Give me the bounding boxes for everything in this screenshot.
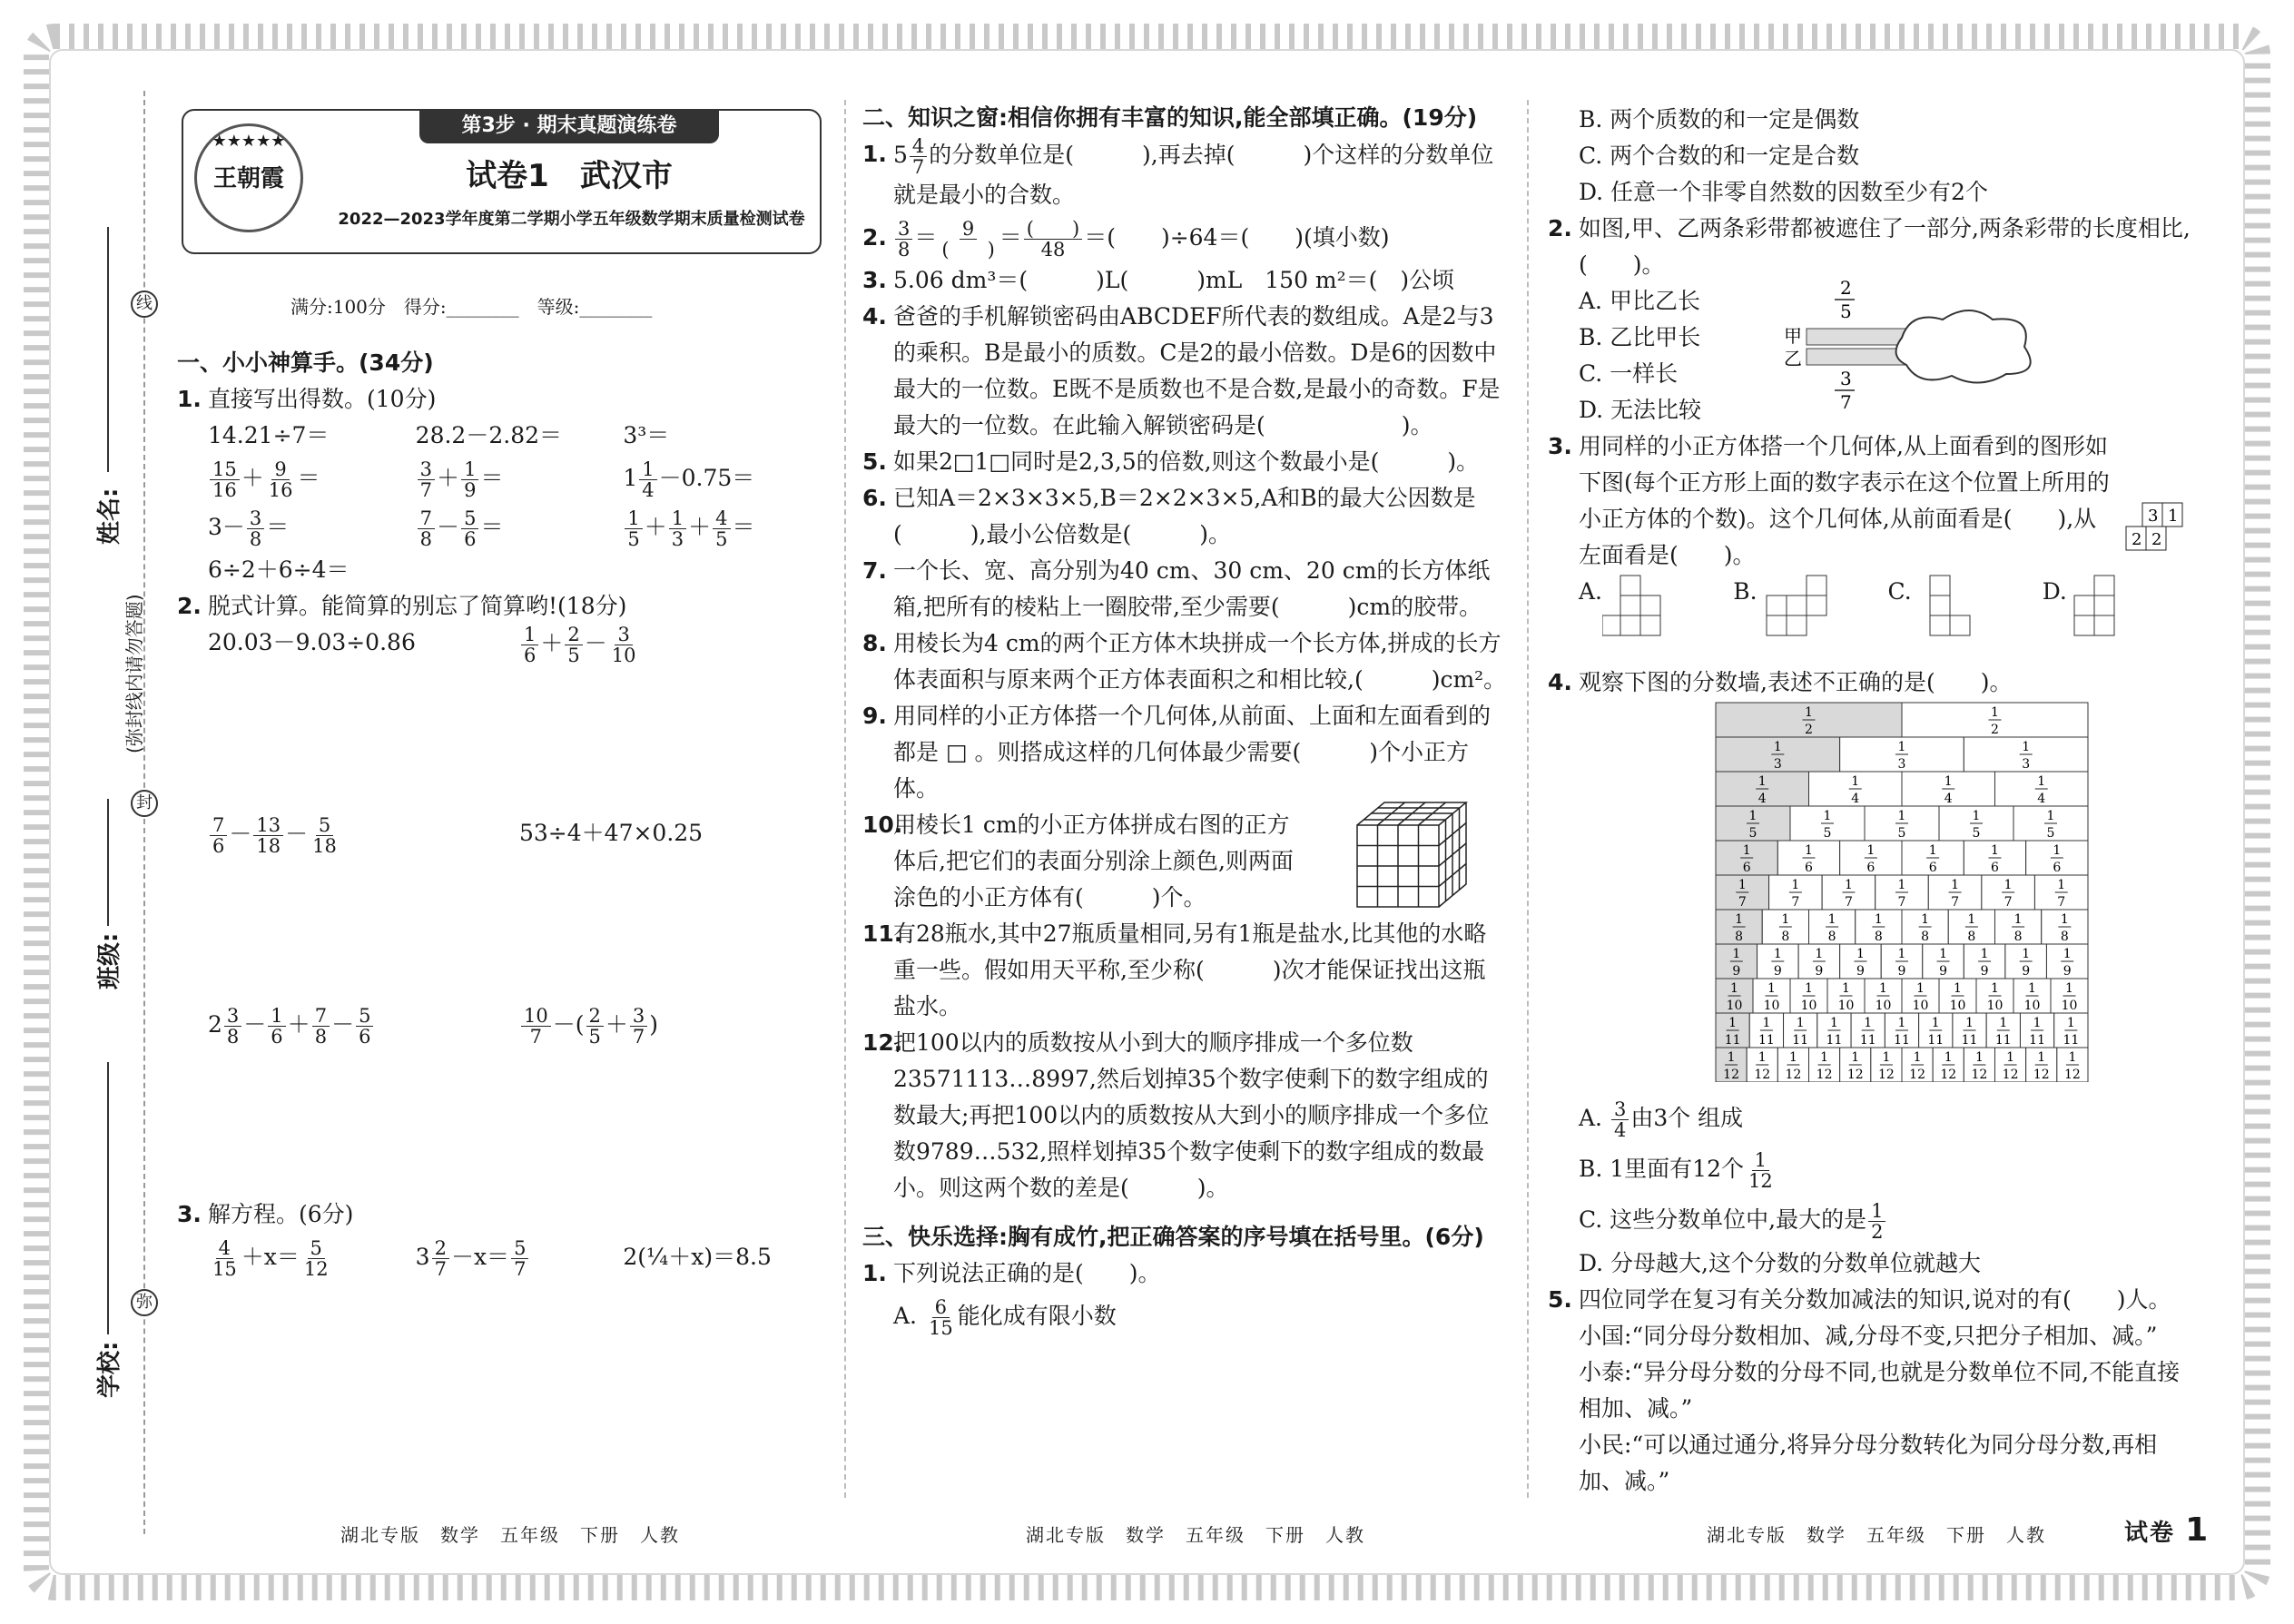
page-label	[2124, 1511, 2210, 1549]
wall-num: 1	[1974, 1050, 1984, 1065]
s3-q1-d: D. 任意一个非零自然数的因数至少有2个	[1579, 179, 1988, 205]
view-c-icon	[1912, 574, 1984, 646]
s2-q11: 11. 有28瓶水,其中27瓶质量相同,另有1瓶是盐水,比其他的水略重一些。假如用天平称,至少称( )次才能保证找出这瓶盐水。	[862, 916, 1507, 1025]
wall-num: 1	[1757, 774, 1767, 789]
wall-num: 1	[1944, 1050, 1953, 1065]
wall-den: 11	[1724, 1033, 1741, 1048]
wall-den: 4	[2037, 792, 2046, 806]
wall-den: 8	[1921, 930, 1930, 944]
wall-den: 12	[2002, 1068, 2019, 1082]
wall-den: 8	[1735, 930, 1744, 944]
s2-q9-text: 用同样的小正方体搭一个几何体,从前面、上面和左面看到的都是 □ 。则搭成这样的几何体最少需要( )个小正方体。	[893, 703, 1491, 802]
wall-num: 1	[1954, 981, 1962, 996]
wall-den: 2	[1991, 723, 1999, 737]
s2-q12: 12. 把100以内的质数按从小到大的顺序排成一个多位数23571113…8997,然后划掉35个数字使剩下的数字组成的数最大;再把100以内的质数按从大到小的顺序排成一个多位数9789…532,照样划掉35个数字使剩下的数字组成的数最小。则这两个数的差是( )。	[862, 1025, 1507, 1206]
wall-num: 1	[1965, 1016, 1974, 1030]
wall-den: 12	[1846, 1068, 1864, 1082]
wall-num: 1	[1851, 1050, 1860, 1065]
wall-den: 12	[1816, 1068, 1833, 1082]
wall-den: 12	[2033, 1068, 2050, 1082]
wall-num: 1	[2066, 1016, 2075, 1030]
wall-den: 10	[1800, 999, 1817, 1013]
equation: 2(¼＋x)＝8.5	[623, 1244, 772, 1270]
section-1-title: 一、小小神算手。(34分)	[177, 349, 434, 376]
wall-num: 1	[1829, 1016, 1838, 1030]
section-1	[177, 345, 831, 1282]
wall-num: 1	[1921, 912, 1930, 927]
wall-den: 5	[2046, 826, 2055, 841]
wall-num: 1	[1732, 947, 1741, 961]
wall-den: 9	[2063, 964, 2072, 979]
calc-item: 6÷2＋6÷4＝	[208, 556, 350, 583]
wall-den: 9	[1773, 964, 1782, 979]
wall-den: 3	[1897, 757, 1906, 772]
s1-q2-text: 脱式计算。能简算的别忘了简算哟!(18分)	[208, 593, 627, 619]
wall-den: 6	[2053, 861, 2062, 875]
wall-den: 8	[1967, 930, 1976, 944]
svg-text:3: 3	[2148, 507, 2159, 526]
score-line: 满分:100分 得分:________ 等级:________	[290, 296, 653, 318]
wall-num: 1	[1815, 947, 1824, 961]
wall-num: 1	[2065, 981, 2073, 996]
wall-num: 1	[2057, 878, 2066, 892]
s1-q2: 2. 脱式计算。能简算的别忘了简算哟!(18分)	[177, 588, 831, 625]
wall-den: 5	[1748, 826, 1757, 841]
s2-q5-text: 如果2□1□同时是2,3,5的倍数,则这个数最小是( )。	[893, 448, 1480, 475]
s3-q2-text: 如图,甲、乙两条彩带都被遮住了一部分,两条彩带的长度相比,( )。	[1579, 215, 2191, 278]
wall-den: 8	[1827, 930, 1836, 944]
wall-num: 1	[1944, 774, 1953, 789]
wall-den: 11	[1826, 1033, 1843, 1048]
wall-den: 10	[1912, 999, 1929, 1013]
wall-num: 1	[1788, 1050, 1797, 1065]
wall-num: 1	[2006, 1050, 2015, 1065]
wall-den: 7	[2057, 895, 2066, 910]
footer-middle: 湖北专版 数学 五年级 下册 人教	[1026, 1524, 1365, 1546]
svg-text:3: 3	[1840, 368, 1852, 389]
s1-q1-row1	[177, 418, 831, 454]
wall-num: 1	[1928, 843, 1937, 858]
s2-q8-text: 用棱长为4 cm的两个正方体木块拼成一个长方体,拼成的长方体表面积与原来两个正方体表面积之和相比较,( )cm²。	[893, 630, 1507, 693]
wall-den: 10	[1949, 999, 1966, 1013]
s1-q1-row3	[177, 503, 831, 552]
step-banner: 第3步 · 期末真题演练卷	[419, 109, 719, 143]
wall-num: 1	[1897, 947, 1906, 961]
s2-q10: 10. 用棱长1 cm的小正方体拼成右图的正方体后,把它们的表面分别涂上颜色,则两面涂色的小正方体有( )个。	[862, 807, 1507, 916]
wall-den: 9	[1897, 964, 1906, 979]
wall-num: 1	[1864, 1016, 1873, 1030]
ribbon-figure	[1784, 274, 2074, 410]
wall-num: 1	[2037, 774, 2046, 789]
wall-num: 1	[1882, 1050, 1891, 1065]
calc-item: $\frac{10}{7}$ －( $\frac{2}{5}$ ＋ $\frac{3}{7}$ )	[519, 1006, 831, 1196]
cube-figure	[1353, 798, 1471, 916]
wall-den: 9	[1980, 964, 1989, 979]
wall-den: 6	[1742, 861, 1751, 875]
s2-q11-text: 有28瓶水,其中27瓶质量相同,另有1瓶是盐水,比其他的水略重一些。假如用天平称,至少称( )次才能保证找出这瓶盐水。	[893, 920, 1487, 1019]
wall-den: 8	[2013, 930, 2023, 944]
wall-den: 11	[1792, 1033, 1809, 1048]
wall-num: 1	[1967, 912, 1976, 927]
wall-num: 1	[1748, 809, 1757, 823]
wall-num: 1	[1820, 1050, 1829, 1065]
option: D. 无法比较	[1579, 397, 1702, 423]
paper-title: 试卷1 武汉市	[466, 158, 673, 194]
section-2-title: 二、知识之窗:相信你拥有丰富的知识,能全部填正确。(19分)	[862, 104, 1478, 131]
wall-num: 1	[1767, 981, 1776, 996]
s2-q1: 1. 5 $\frac{4}{7}$ 的分数单位是( ),再去掉( )个这样的分数单位就是最小的合数。	[862, 135, 1494, 208]
seal-line: 线	[131, 290, 158, 318]
wall-den: 6	[1805, 861, 1813, 875]
s2-q9: 9. 用同样的小正方体搭一个几何体,从前面、上面和左面看到的都是 □ 。则搭成这样的几何体最少需要( )个小正方体。	[862, 698, 1507, 807]
wall-num: 1	[1791, 878, 1800, 892]
wall-den: 11	[1757, 1033, 1775, 1048]
logo-stars: ★★★★★	[212, 132, 286, 151]
wall-num: 1	[1897, 878, 1906, 892]
wall-num: 1	[1991, 981, 1999, 996]
s3-q4: 4. 观察下图的分数墙,表述不正确的是( )。	[1548, 664, 2197, 701]
option: C. 一样长	[1579, 360, 1679, 387]
svg-text:2: 2	[2151, 530, 2162, 549]
footer-left: 湖北专版 数学 五年级 下册 人教	[340, 1524, 680, 1546]
s3-q2-options	[1548, 277, 2197, 428]
s3-q5: 5. 四位同学在复习有关分数加减法的知识,说对的有( )人。	[1548, 1282, 2197, 1318]
view-b-icon	[1757, 574, 1830, 646]
wall-den: 10	[1875, 999, 1892, 1013]
option-label: C.	[1887, 578, 1912, 605]
equation: 3 $\frac{2}{7}$ －x＝ $\frac{5}{7}$	[416, 1233, 624, 1282]
s3-q5-line3: 小民:“可以通过通分,将异分母分数转化为同分母分数,再相加、减。”	[1579, 1432, 2158, 1494]
wall-num: 1	[1805, 843, 1813, 858]
wall-den: 5	[1897, 826, 1906, 841]
option: B. 乙比甲长	[1579, 324, 1701, 350]
wall-num: 1	[1874, 912, 1883, 927]
s2-q1-text: 的分数单位是( ),再去掉( )个这样的分数单位就是最小的合数。	[893, 142, 1494, 208]
paper-header	[182, 109, 822, 254]
wall-den: 5	[1823, 826, 1832, 841]
s3-q1-a: A. $\frac{6}{15}$ 能化成有限小数	[893, 1296, 1117, 1339]
s3-q4-c-text: C. 这些分数单位中,最大的是	[1579, 1206, 1867, 1233]
wall-den: 9	[1732, 964, 1741, 979]
wall-den: 11	[1894, 1033, 1910, 1048]
equation: $\frac{4}{15}$ ＋x＝ $\frac{5}{12}$	[212, 1237, 329, 1280]
s1-q3: 3. 解方程。(6分)	[177, 1196, 831, 1233]
s3-q4-text: 观察下图的分数墙,表述不正确的是( )。	[1579, 669, 2013, 695]
wall-den: 11	[1927, 1033, 1944, 1048]
calc-item: $\frac{15}{16}$ ＋ $\frac{9}{16}$ ＝	[208, 454, 416, 503]
logo	[194, 123, 303, 232]
wall-den: 10	[2061, 999, 2078, 1013]
wall-den: 9	[1815, 964, 1824, 979]
wall-num: 1	[1972, 809, 1981, 823]
option-a	[1579, 574, 1733, 664]
wall-den: 11	[1859, 1033, 1876, 1048]
s3-q4-c: C. 这些分数单位中,最大的是 $\frac{1}{2}$	[1548, 1195, 2197, 1245]
option-label: B.	[1733, 578, 1757, 605]
s2-q8: 8. 用棱长为4 cm的两个正方体木块拼成一个长方体,拼成的长方体表面积与原来两个正方体表面积之和相比较,( )cm²。	[862, 625, 1507, 698]
wall-num: 1	[1980, 947, 1989, 961]
wall-num: 1	[1738, 878, 1747, 892]
option-label: D.	[2042, 578, 2067, 605]
section-2	[862, 100, 1507, 1341]
svg-text:甲: 甲	[1784, 325, 1802, 347]
s2-q5: 5. 如果2□1□同时是2,3,5的倍数,则这个数最小是( )。	[862, 444, 1507, 480]
calc-item: $\frac{7}{6}$ － $\frac{13}{18}$ － $\frac{5}{18}$	[208, 815, 519, 1006]
s2-q2: 2. $\frac{3}{8}$ ＝ $\frac{9}{( )}$ ＝ $\frac{( )}{48}$ ＝( )÷64＝( )(填小数)	[862, 218, 1390, 261]
logo-text: 王朝霞	[212, 165, 284, 192]
calc-item: $\frac{3}{7}$ ＋ $\frac{1}{9}$ ＝	[416, 454, 624, 503]
wall-den: 5	[1972, 826, 1981, 841]
wall-num: 1	[1866, 843, 1876, 858]
calc-item: 1 $\frac{1}{4}$ －0.75＝	[623, 458, 755, 501]
calc-item: 53÷4＋47×0.25	[519, 820, 704, 846]
wall-den: 3	[2022, 757, 2031, 772]
s2-q4: 4. 爸爸的手机解锁密码由ABCDEF所代表的数组成。A是2与3的乘积。B是最小的质数。C是2的最小倍数。D是6的因数中最大的一位数。E既不是质数也不是合数,是最小的奇数。F是最大的一位数。在此输入解锁密码是( )。	[862, 299, 1507, 444]
s3-q4-a: A. $\frac{3}{4}$ 由3个 组成	[1579, 1098, 1744, 1141]
wall-num: 1	[1991, 705, 1999, 720]
wall-num: 1	[1931, 1016, 1940, 1030]
section-3-cont	[1548, 102, 2197, 1500]
wall-num: 1	[1727, 1050, 1736, 1065]
wall-num: 1	[2013, 912, 2023, 927]
wall-num: 1	[1805, 981, 1813, 996]
wall-num: 1	[2028, 981, 2036, 996]
wall-den: 10	[2023, 999, 2041, 1013]
wall-num: 1	[1939, 947, 1948, 961]
wall-den: 12	[1754, 1068, 1771, 1082]
wall-num: 1	[2037, 1050, 2046, 1065]
wall-den: 8	[1874, 930, 1883, 944]
paper-subtitle: 2022—2023学年度第二学期小学五年级数学期末质量检测试卷	[338, 210, 805, 229]
wall-num: 1	[2004, 878, 2013, 892]
wall-den: 7	[1844, 895, 1853, 910]
s2-q10-text: 用棱长1 cm的小正方体拼成右图的正方体后,把它们的表面分别涂上颜色,则两面涂色的小正方体有( )个。	[893, 812, 1294, 910]
svg-text:1: 1	[2168, 507, 2179, 526]
wall-den: 12	[2064, 1068, 2081, 1082]
wall-den: 7	[1897, 895, 1906, 910]
wall-den: 9	[1939, 964, 1948, 979]
seal-mi: 弥	[131, 1289, 158, 1316]
wall-den: 11	[1994, 1033, 2012, 1048]
wall-num: 1	[2033, 1016, 2042, 1030]
s2-q6: 6. 已知A＝2×3×3×5,B＝2×2×3×5,A和B的最大公因数是( ),最小公倍数是( )。	[862, 480, 1507, 553]
s1-q3-text: 解方程。(6分)	[208, 1201, 354, 1227]
calc-item: 3³＝	[623, 422, 670, 448]
s3-q1-text: 下列说法正确的是( )。	[893, 1260, 1161, 1286]
wall-num: 1	[1742, 843, 1751, 858]
seal-feng: 封	[131, 790, 158, 817]
wall-den: 9	[2022, 964, 2031, 979]
wall-num: 1	[1897, 809, 1906, 823]
s2-q4-text: 爸爸的手机解锁密码由ABCDEF所代表的数组成。A是2与3的乘积。B是最小的质数。C是2的最小倍数。D是6的因数中最大的一位数。E既不是质数也不是合数,是最小的奇数。F是最大的一位数。在此输入解锁密码是( )。	[893, 303, 1501, 438]
s3-q1-a-text: 能化成有限小数	[957, 1303, 1117, 1329]
s1-q2-row3	[177, 1006, 831, 1196]
wall-den: 11	[2029, 1033, 2046, 1048]
wall-num: 1	[1773, 740, 1782, 754]
s3-q5-text: 四位同学在复习有关分数加减法的知识,说对的有( )人。	[1579, 1286, 2171, 1313]
calc-item: 14.21÷7＝	[208, 422, 330, 448]
wall-num: 1	[1999, 1016, 2008, 1030]
wall-den: 10	[1763, 999, 1780, 1013]
wall-den: 12	[1909, 1068, 1925, 1082]
wall-num: 1	[1916, 981, 1925, 996]
wall-num: 1	[1897, 1016, 1906, 1030]
wall-num: 1	[1762, 1016, 1771, 1030]
s3-q3-options	[1548, 574, 2197, 664]
calc-item: $\frac{7}{8}$ － $\frac{5}{6}$ ＝	[416, 503, 624, 552]
wall-den: 12	[1785, 1068, 1802, 1082]
wall-num: 1	[1913, 1050, 1922, 1065]
page-label-text: 试卷	[2124, 1520, 2176, 1547]
top-view-figure	[2124, 501, 2197, 556]
wall-num: 1	[1827, 912, 1836, 927]
school-label: 学校:	[96, 1341, 123, 1398]
wall-num: 1	[1991, 843, 1999, 858]
wall-num: 1	[1897, 740, 1906, 754]
s3-q1-b: B. 两个质数的和一定是偶数	[1579, 106, 1860, 133]
svg-text:乙: 乙	[1784, 348, 1802, 369]
wall-num: 1	[1735, 912, 1744, 927]
s3-q4-b-text: B. 1里面有12个	[1579, 1156, 1744, 1182]
wall-den: 8	[2060, 930, 2069, 944]
wall-den: 7	[1791, 895, 1800, 910]
gutter-note: (弥封线内请勿答题)	[123, 594, 145, 753]
s2-q3-text: 5.06 dm³＝( )L( )mL 150 m²＝( )公顷	[893, 267, 1455, 293]
wall-den: 9	[1856, 964, 1865, 979]
wall-num: 1	[1757, 1050, 1767, 1065]
calc-item: 28.2－2.82＝	[415, 422, 563, 448]
s1-q1-text: 直接写出得数。(10分)	[208, 386, 437, 412]
wall-den: 10	[1837, 999, 1855, 1013]
section-3-title: 三、快乐选择:胸有成竹,把正确答案的序号填在括号里。(6分)	[862, 1224, 1484, 1250]
wall-den: 12	[1878, 1068, 1895, 1082]
wall-den: 6	[1928, 861, 1937, 875]
wall-num: 1	[2053, 843, 2062, 858]
s3-q4-a-text: 由3个 组成	[1630, 1105, 1744, 1131]
wall-num: 1	[1773, 947, 1782, 961]
svg-text:2: 2	[2132, 530, 2142, 549]
wall-den: 4	[1757, 792, 1767, 806]
calc-item: 2 $\frac{3}{8}$ － $\frac{1}{6}$ ＋ $\frac{7}{8}$ － $\frac{5}{6}$	[208, 1006, 519, 1196]
s3-q5-line1: 小国:“同分母分数相加、减,分母不变,只把分子相加、减。”	[1579, 1323, 2158, 1349]
s2-q3: 3. 5.06 dm³＝( )L( )mL 150 m²＝( )公顷	[862, 262, 1507, 299]
s1-q3-row	[177, 1233, 831, 1282]
svg-text:2: 2	[1840, 277, 1852, 299]
wall-den: 12	[1971, 1068, 1988, 1082]
wall-num: 1	[1796, 1016, 1805, 1030]
wall-num: 1	[2022, 947, 2031, 961]
wall-num: 1	[1879, 981, 1887, 996]
wall-num: 1	[1728, 1016, 1738, 1030]
wall-den: 11	[1961, 1033, 1978, 1048]
s3-q5-line2: 小泰:“异分母分数的分母不同,也就是分数单位不同,不能直接相加、减。”	[1579, 1359, 2181, 1422]
calc-item: $\frac{1}{5}$ ＋ $\frac{1}{3}$ ＋ $\frac{4}{5}$ ＝	[623, 503, 831, 552]
wall-den: 4	[1851, 792, 1860, 806]
wall-num: 1	[1851, 774, 1860, 789]
wall-den: 7	[1738, 895, 1747, 910]
option-label: A.	[1579, 578, 1603, 605]
wall-den: 10	[1986, 999, 2004, 1013]
fraction-wall	[1711, 701, 2092, 1082]
view-d-icon	[2067, 574, 2140, 646]
calc-item: $\frac{1}{6}$ ＋ $\frac{2}{5}$ － $\frac{3}{10}$	[519, 625, 831, 815]
wall-num: 1	[1781, 912, 1790, 927]
s3-q4-d: D. 分母越大,这个分数的分数单位就越大	[1579, 1250, 1981, 1276]
wall-den: 2	[1805, 723, 1813, 737]
wall-den: 11	[2063, 1033, 2080, 1048]
view-a-icon	[1602, 574, 1675, 646]
wall-num: 1	[2060, 912, 2069, 927]
s1-q1-row2	[177, 454, 831, 503]
page-number: 1	[2185, 1511, 2210, 1549]
wall-num: 1	[2022, 740, 2031, 754]
s1-q1: 1. 直接写出得数。(10分)	[177, 381, 831, 418]
wall-den: 8	[1781, 930, 1790, 944]
wall-num: 1	[1842, 981, 1850, 996]
s3-q1-c: C. 两个合数的和一定是合数	[1579, 143, 1860, 169]
option: A. 甲比乙长	[1579, 288, 1700, 314]
svg-text:7: 7	[1840, 391, 1852, 410]
calc-item: 3－ $\frac{3}{8}$ ＝	[208, 507, 290, 550]
s3-q1: 1. 下列说法正确的是( )。	[862, 1255, 1507, 1292]
s3-q2: 2. 如图,甲、乙两条彩带都被遮住了一部分,两条彩带的长度相比,( )。	[1548, 211, 2197, 283]
s3-q3: 3. 用同样的小正方体搭一个几何体,从上面看到的图形如下图(每个正方形上面的数字表示在这个位置上所用的小正方体的个数)。这个几何体,从前面看是( ),从左面看是( )。 3 1 2 2	[1548, 428, 2197, 574]
wall-num: 1	[1856, 947, 1865, 961]
option-c	[1888, 574, 2043, 664]
wall-den: 3	[1773, 757, 1782, 772]
wall-num: 1	[1823, 809, 1832, 823]
wall-den: 7	[2004, 895, 2013, 910]
s3-q4-b: B. 1里面有12个 $\frac{1}{12}$	[1579, 1149, 1773, 1192]
wall-num: 1	[1730, 981, 1738, 996]
wall-den: 12	[1723, 1068, 1739, 1082]
wall-den: 6	[1866, 861, 1876, 875]
s2-q6-text: 已知A＝2×3×3×5,B＝2×2×3×5,A和B的最大公因数是( ),最小公倍数是( )。	[893, 485, 1476, 547]
option-d	[2043, 574, 2197, 664]
s2-q7: 7. 一个长、宽、高分别为40 cm、30 cm、20 cm的长方体纸箱,把所有的棱粘上一圈胶带,至少需要( )cm的胶带。	[862, 553, 1507, 625]
s1-q2-row2	[177, 815, 831, 1006]
wall-num: 1	[1951, 878, 1960, 892]
wall-num: 1	[2063, 947, 2072, 961]
svg-text:5: 5	[1840, 300, 1852, 322]
s2-q12-text: 把100以内的质数按从小到大的顺序排成一个多位数23571113…8997,然后划掉35个数字使剩下的数字组成的数最大;再把100以内的质数按从大到小的顺序排成一个多位数9789…532,照样划掉35个数字使剩下的数字组成的数最小。则这两个数的差是( )。	[893, 1029, 1490, 1201]
option-b	[1733, 574, 1887, 664]
wall-den: 4	[1944, 792, 1953, 806]
calc-item: 20.03－9.03÷0.86	[208, 629, 416, 655]
name-label: 姓名:	[96, 487, 123, 545]
s3-q3-text: 用同样的小正方体搭一个几何体,从上面看到的图形如下图(每个正方形上面的数字表示在这个位置上所用的小正方体的个数)。这个几何体,从前面看是( ),从左面看是( )。	[1579, 433, 2110, 568]
class-label: 班级:	[96, 932, 123, 989]
wall-num: 1	[2068, 1050, 2077, 1065]
wall-num: 1	[2046, 809, 2055, 823]
s1-q2-row1	[177, 625, 831, 815]
wall-num: 1	[1805, 705, 1813, 720]
wall-den: 10	[1726, 999, 1743, 1013]
wall-num: 1	[1844, 878, 1853, 892]
wall-den: 12	[1940, 1068, 1957, 1082]
footer-right: 湖北专版 数学 五年级 下册 人教	[1707, 1524, 2046, 1546]
wall-den: 6	[1991, 861, 1999, 875]
s2-q7-text: 一个长、宽、高分别为40 cm、30 cm、20 cm的长方体纸箱,把所有的棱粘上一圈胶带,至少需要( )cm的胶带。	[893, 557, 1491, 620]
wall-den: 7	[1951, 895, 1960, 910]
